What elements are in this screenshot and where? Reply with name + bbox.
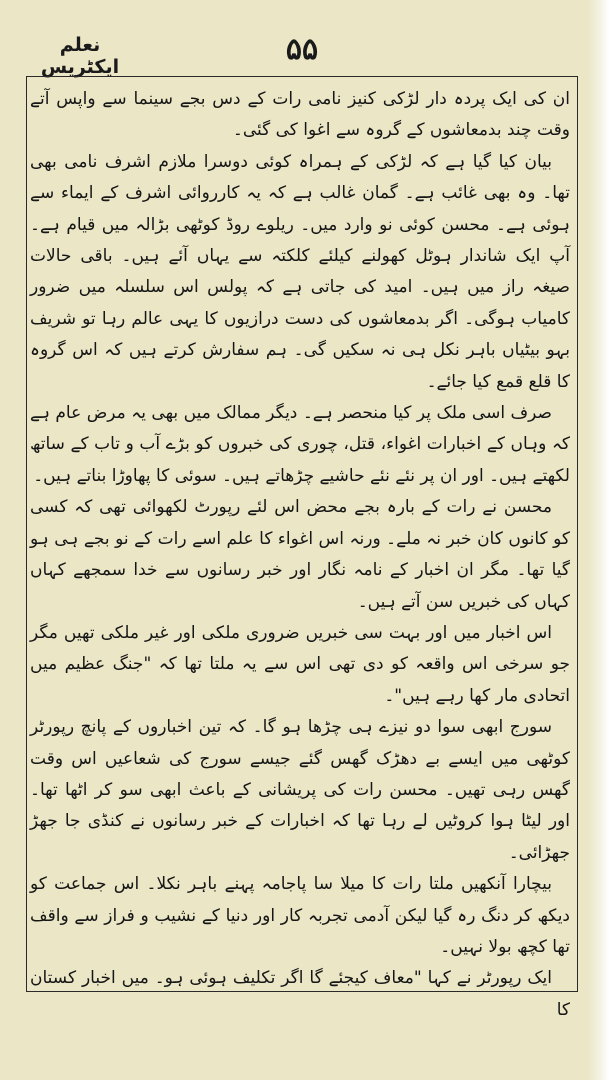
body-text — [30, 84, 570, 1020]
page-number: ۵۵ — [285, 32, 319, 67]
paragraph: محسن نے رات کے بارہ بجے محض اس لئے رپورٹ لکھوائی تھی کہ کسی کو کانوں کان خبر نہ ملے۔ ورنہ اس اغواء کا علم اسے رات کے نو بجے ہی ہو گیا تھا۔ مگر ان اخبار کے نامہ نگار اور خبر رسانوں سے خدا سمجھے کہاں کہاں کی خبریں سن آتے ہیں۔ — [30, 497, 570, 612]
page-header — [0, 0, 609, 80]
paragraph: بیان کیا گیا ہے کہ لڑکی کے ہمراہ کوئی دوسرا ملازم اشرف نامی بھی تھا۔ وہ بھی غائب ہے۔ گمان غالب ہے کہ یہ کارروائی اشرف کے ایماء سے ہوئی ہے۔ محسن کوئی نو وارد میں۔ ریلوے روڈ کوٹھی بڑالہ میں قیام ہے۔ آپ ایک شاندار ہوٹل کھولنے کیلئے کلکتہ سے یہاں آئے ہیں۔ باقی حالات صیغہ راز میں ہیں۔ امید کی جاتی ہے کہ پولس اس سلسلہ میں ضرور کامیاب ہوگی۔ اگر بدمعاشوں کی دست درازیوں کا یہی عالم رہا تو شریف بہو بیٹیاں باہر نکل ہی نہ سکیں گی۔ ہم سفارش کرتے ہیں کہ اس گروہ کا قلع قمع کیا جائے۔ — [30, 151, 570, 392]
paragraph: ایک رپورٹر نے کہا "معاف کیجئے گا اگر تکلیف ہوئی ہو۔ میں اخبار کستان کا — [30, 968, 570, 1020]
book-title: نعلم ایکٹریس — [40, 34, 120, 78]
paragraph: صرف اسی ملک پر کیا منحصر ہے۔ دیگر ممالک میں بھی یہ مرض عام ہے کہ وہاں کے اخبارات اغواء، قتل، چوری کی خبروں کو بڑے آب و تاب کے ساتھ لکھتے ہیں۔ اور ان پر نئے نئے حاشیے چڑھاتے ہیں۔ سوئی کا پھاوڑا بناتے ہیں۔ — [30, 403, 570, 486]
paragraph: سورج ابھی سوا دو نیزے ہی چڑھا ہو گا۔ کہ تین اخباروں کے پانچ رپورٹر کوٹھی میں ایسے بے دھڑک گھس گئے جیسے سورج کی شعاعیں اس وقت گھس رہی تھیں۔ محسن رات کی پریشانی کے باعث ابھی سو کر اٹھا تھا۔ اور لیٹا ہوا کروٹیں لے رہا تھا کہ اخبارات کے خبر رسانوں نے کنڈی جا جھڑ جھڑائی۔ — [30, 717, 570, 863]
paragraph: ان کی ایک پردہ دار لڑکی کنیز نامی رات کے دس بجے سینما سے واپس آتے وقت چند بدمعاشوں کے گروہ سے اغوا کی گئی۔ — [30, 89, 570, 141]
paragraph: اس اخبار میں اور بہت سی خبریں ضروری ملکی اور غیر ملکی تھیں مگر جو سرخی اس واقعہ کو دی تھی اس سے یہ ملتا تھا کہ "جنگ عظیم میں اتحادی مار کھا رہے ہیں"۔ — [30, 622, 570, 706]
page-edge — [587, 0, 609, 1080]
paragraph: بیچارا آنکھیں ملتا رات کا میلا سا پاجامہ پہنے باہر نکلا۔ اس جماعت کو دیکھ کر دنگ رہ گیا لیکن آدمی تجربہ کار اور دنیا کے نشیب و فراز سے واقف تھا کچھ بولا نہیں۔ — [30, 874, 570, 957]
